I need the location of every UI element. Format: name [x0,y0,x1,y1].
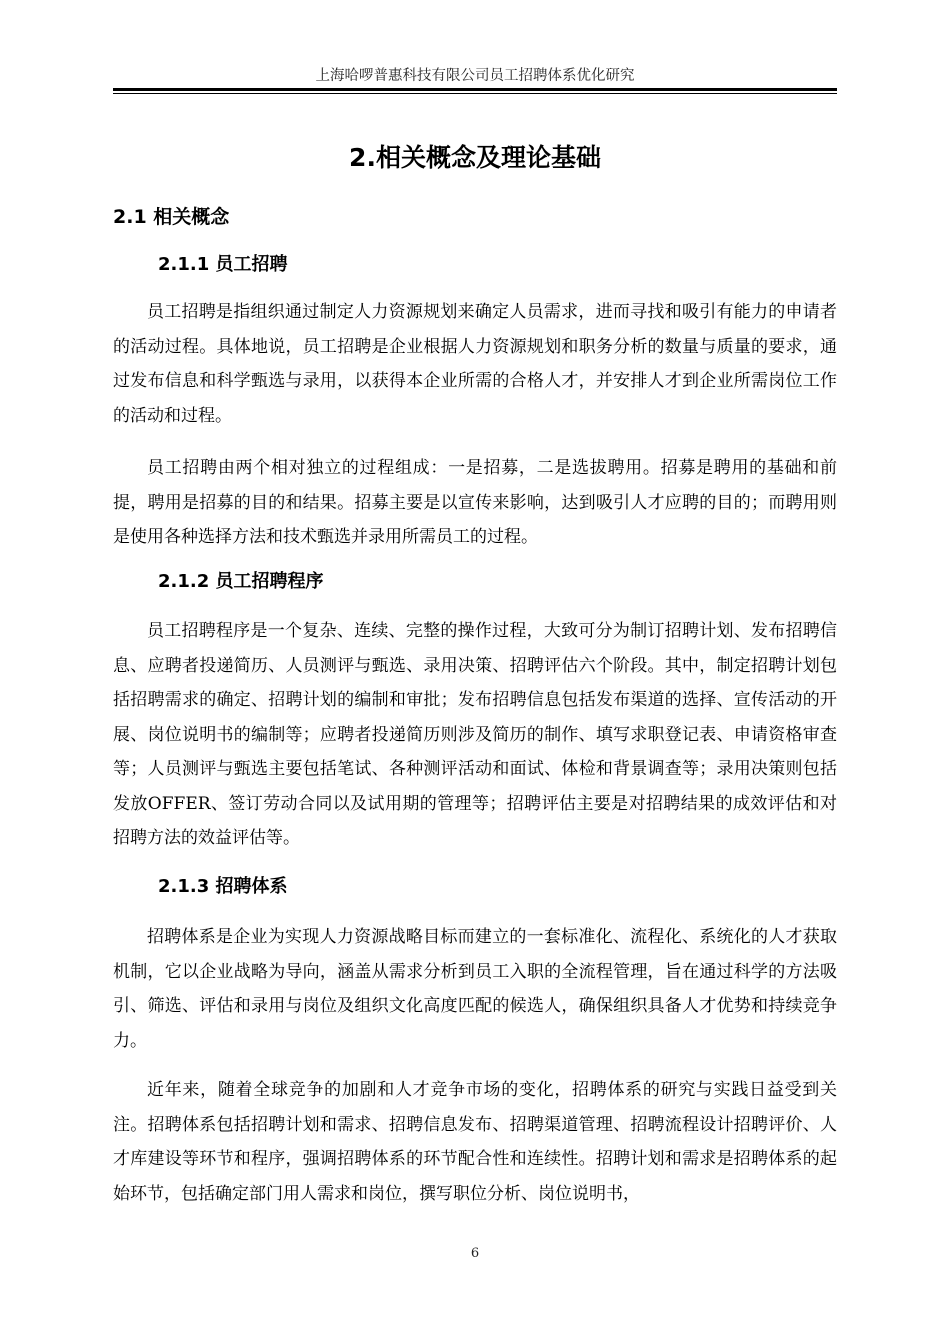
paragraph: 员工招聘程序是一个复杂、连续、完整的操作过程，大致可分为制订招聘计划、发布招聘信息、应聘者投递简历、人员测评与甄选、录用决策、招聘评估六个阶段。其中，制定招聘计划包括招聘需求的确定、招聘计划的编制和审批；发布招聘信息包括发布渠道的选择、宣传活动的开展、岗位说明书的编制等；应聘者投递简历则涉及简历的制作、填写求职登记表、申请资格审查等；人员测评与甄选主要包括笔试、各种测评活动和面试、体检和背景调查等；录用决策则包括发放OFFER、签订劳动合同以及试用期的管理等；招聘评估主要是对招聘结果的成效评估和对招聘方法的效益评估等。 [113,621,837,848]
header-rule-thick [113,88,837,91]
paragraph: 员工招聘是指组织通过制定人力资源规划来确定人员需求，进而寻找和吸引有能力的申请者的活动过程。具体地说，员工招聘是企业根据人力资源规划和职务分析的数量与质量的要求，通过发布信息和科学甄选与录用，以获得本企业所需的合格人才，并安排人才到企业所需岗位工作的活动和过程。 [113,302,837,426]
subsection-heading-recruitment-system: 2.1.3 招聘体系 [158,876,288,897]
subsection-heading-employee-recruitment: 2.1.1 员工招聘 [158,254,288,275]
section-heading: 2.1 相关概念 [113,206,230,228]
subsection-heading-recruitment-procedure: 2.1.2 员工招聘程序 [158,571,324,592]
running-header: 上海哈啰普惠科技有限公司员工招聘体系优化研究 [315,68,635,84]
paragraph: 近年来，随着全球竞争的加剧和人才竞争市场的变化，招聘体系的研究与实践日益受到关注。招聘体系包括招聘计划和需求、招聘信息发布、招聘渠道管理、招聘流程设计招聘评价、人才库建设等环节和程序，强调招聘体系的环节配合性和连续性。招聘计划和需求是招聘体系的起始环节，包括确定部门用人需求和岗位，撰写职位分析、岗位说明书， [113,1080,837,1204]
page-number: 6 [470,1246,480,1261]
chapter-title: 2.相关概念及理论基础 [349,143,601,172]
paragraph: 员工招聘由两个相对独立的过程组成：一是招募，二是选拔聘用。招募是聘用的基础和前提，聘用是招募的目的和结果。招募主要是以宣传来影响，达到吸引人才应聘的目的；而聘用则是使用各种选择方法和技术甄选并录用所需员工的过程。 [113,458,837,547]
paragraph: 招聘体系是企业为实现人力资源战略目标而建立的一套标准化、流程化、系统化的人才获取机制，它以企业战略为导向，涵盖从需求分析到员工入职的全流程管理，旨在通过科学的方法吸引、筛选、评估和录用与岗位及组织文化高度匹配的候选人，确保组织具备人才优势和持续竞争力。 [113,927,837,1051]
header-rule-thin [113,93,837,94]
